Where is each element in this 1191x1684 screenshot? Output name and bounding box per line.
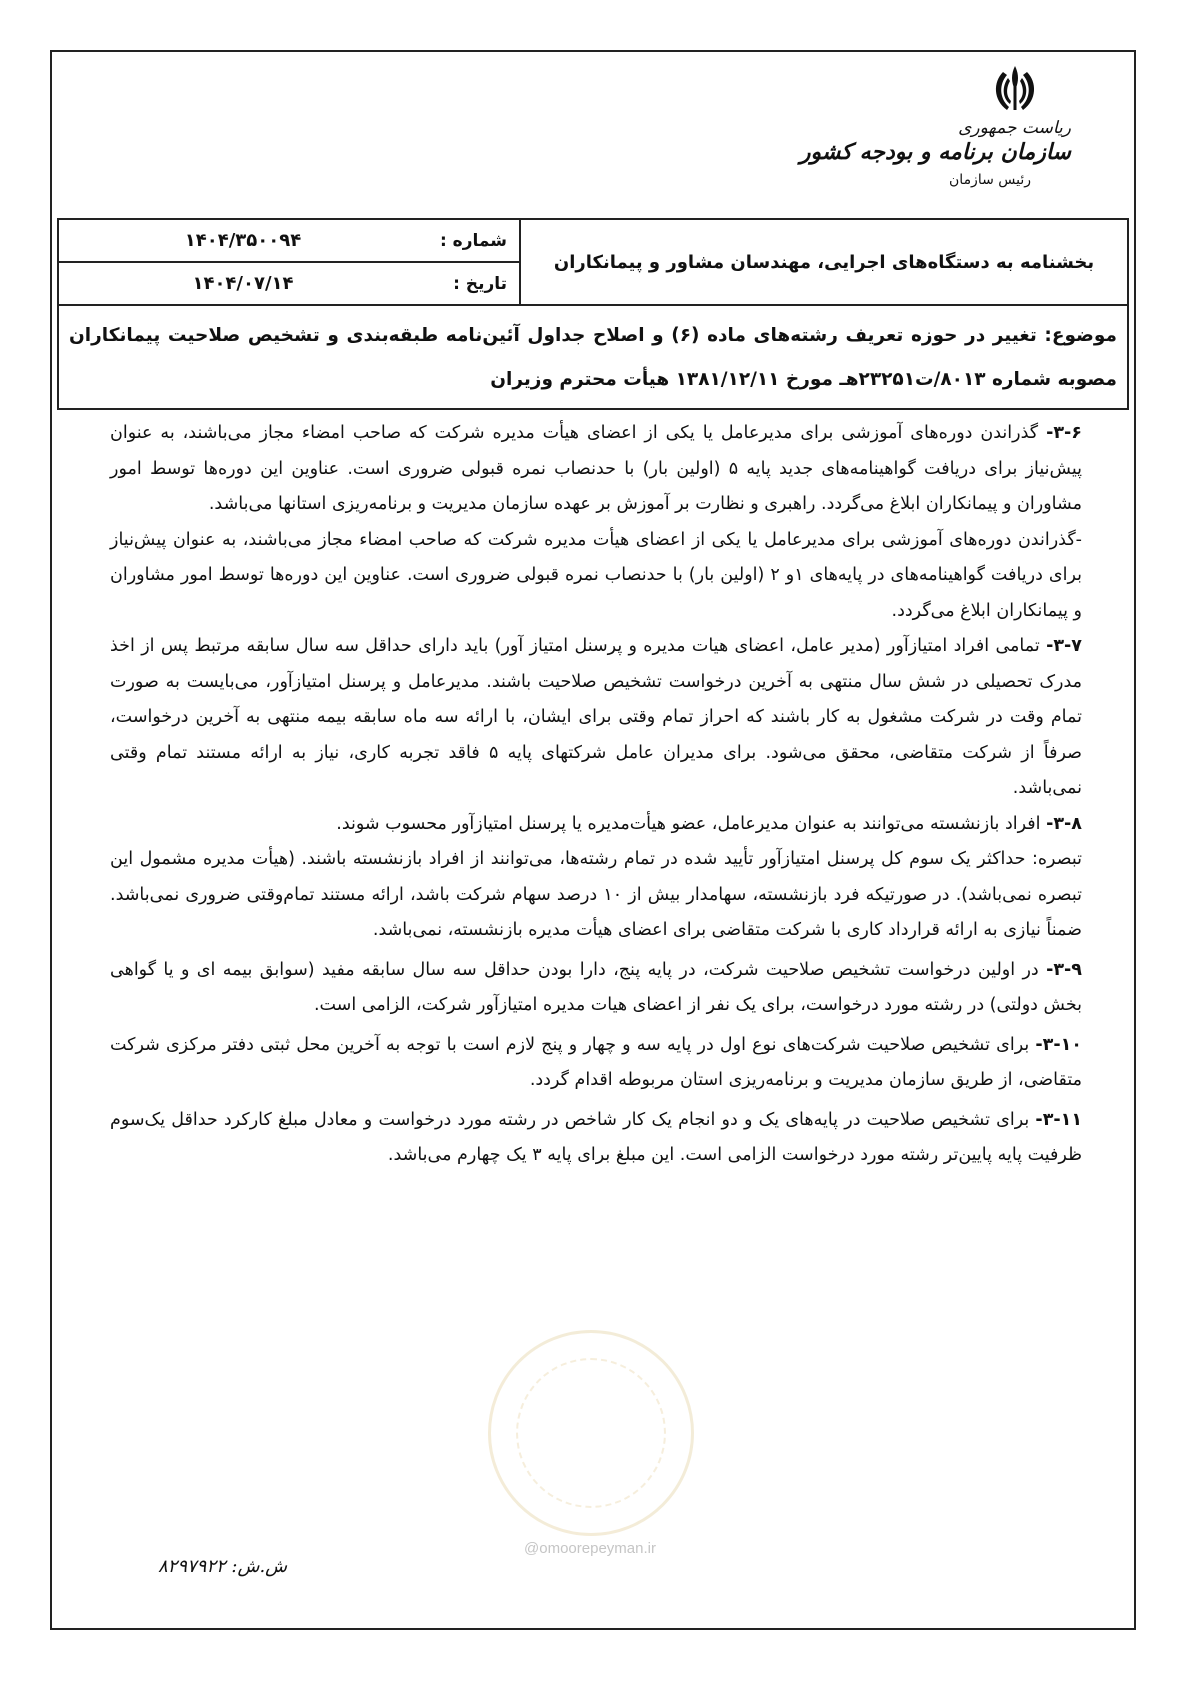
document-body — [110, 416, 1082, 1174]
header-table — [57, 218, 1129, 306]
paragraph: -گذراندن دوره‌های آموزشی برای مدیرعامل یا یکی از اعضای هیأت مدیره شرکت که صاحب امضاء مجاز می‌باشند، به عنوان پیش‌نیاز برای دریافت گواهینامه‌های در پایه‌های ۱و ۲ (اولین بار) با حدنصاب نمره قبولی ضروری است. عناوین این دوره‌ها توسط امور مشاوران و پیمانکاران ابلاغ می‌گردد. — [110, 529, 1083, 621]
clause-number: ۳-۹- — [1046, 959, 1082, 980]
paragraph: ۳-۱۱- برای تشخیص صلاحیت در پایه‌های یک و دو انجام یک کار شاخص در رشته مورد درخواست و معادل مبلغ کارکرد حداقل یک‌سوم ظرفیت پایه پایین‌تر رشته مورد درخواست الزامی است. این مبلغ برای پایه ۳ یک چهارم می‌باشد. — [110, 1109, 1082, 1165]
date-row — [59, 263, 519, 304]
clause-number: ۳-۱۰- — [1035, 1034, 1082, 1055]
watermark-seal — [488, 1330, 694, 1536]
clause-number: ۳-۸- — [1046, 813, 1082, 834]
paragraph: ۳-۶- گذراندن دوره‌های آموزشی برای مدیرعامل یا یکی از اعضای هیأت مدیره شرکت که صاحب امضاء مجاز می‌باشند، به عنوان پیش‌نیاز برای دریافت گواهینامه‌های جدید پایه ۵ (اولین بار) با حدنصاب نمره قبولی ضروری است. عناوین این دوره‌ها توسط امور مشاوران و پیمانکاران ابلاغ می‌گردد. راهبری و نظارت بر آموزش بر عهده سازمان مدیریت و برنامه‌ریزی استانها می‌باشد. — [110, 423, 1082, 514]
date-label: تاریخ : — [453, 273, 507, 294]
paragraph: ۳-۸- افراد بازنشسته می‌توانند به عنوان مدیرعامل، عضو هیأت‌مدیره یا پرسنل امتیازآور محسوب شوند. — [336, 813, 1082, 834]
number-label: شماره : — [439, 230, 507, 251]
org-line-presidency: ریاست جمهوری — [958, 118, 1071, 138]
number-date-block — [59, 220, 519, 304]
clause-number: ۳-۷- — [1046, 636, 1082, 656]
paragraph: ۳-۹- در اولین درخواست تشخیص صلاحیت شرکت، در پایه پنج، دارا بودن حداقل سه سال سابقه مفید (سوابق بیمه ای و یا گواهی بخش دولتی) در رشته مورد درخواست، برای یک نفر از اعضای هیات مدیره امتیازآور شرکت، الزامی است. — [110, 959, 1082, 1015]
iran-emblem-icon — [985, 60, 1045, 120]
subject-label: موضوع: — [1044, 325, 1117, 346]
org-line-head: رئیس سازمان — [949, 172, 1031, 188]
org-line-ministry: سازمان برنامه و بودجه کشور — [799, 139, 1071, 165]
footer-reference: ش.ش: ۸۲۹۷۹۲۲ — [158, 1556, 288, 1577]
number-value: ۱۴۰۴/۳۵۰۰۹۴ — [184, 230, 302, 251]
subject-box — [57, 306, 1129, 410]
subject-text: تغییر در حوزه تعریف رشته‌های ماده (۶) و اصلاح جداول آئین‌نامه طبقه‌بندی و تشخیص صلاحیت پیمانکاران مصوبه شماره ۸۰۱۳/ت۲۳۲۵۱هـ مورخ ۱۳۸۱/۱۲/۱۱ هیأت محترم وزیران — [69, 325, 1117, 390]
paragraph: ۳-۷- تمامی افراد امتیازآور (مدیر عامل، اعضای هیات مدیره و پرسنل امتیاز آور) باید دارای حداقل سه سال سابقه مرتبط پس از اخذ مدرک تحصیلی در شش سال منتهی به آخرین درخواست تشخیص صلاحیت باشند. مدیرعامل و پرسنل امتیازآور، می‌بایست به صورت تمام وقت در شرکت مشغول به کار باشند که احراز تمام وقتی برای ایشان، با ارائه سه ماه سابقه بیمه منتهی به آخرین درخواست، صرفاً از شرکت متقاضی، محقق می‌شود. برای مدیران عامل شرکتهای پایه ۵ فاقد تجربه کاری، نیاز به ارائه مستند تمام وقتی نمی‌باشد. — [110, 636, 1082, 798]
date-value: ۱۴۰۴/۰۷/۱۴ — [192, 273, 294, 294]
recipients: بخشنامه به دستگاه‌های اجرایی، مهندسان مشاور و پیمانکاران — [519, 220, 1127, 304]
watermark-text: @omoorepeyman.ir — [524, 1540, 656, 1557]
organization-block — [800, 118, 1071, 188]
clause-number: ۳-۶- — [1046, 423, 1082, 443]
note-paragraph: تبصره: حداکثر یک سوم کل پرسنل امتیازآور تأیید شده در تمام رشته‌ها، می‌توانند از افراد بازنشسته باشند. (هیأت مدیره مشمول این تبصره نمی‌باشد). در صورتیکه فرد بازنشسته، سهامدار بیش از ۱۰ درصد سهام شرکت باشد، ارائه مستند تمام‌وقتی ضروری نمی‌باشد. ضمناً نیازی به ارائه قرارداد کاری با شرکت متقاضی برای اعضای هیأت مدیره بازنشسته، نمی‌باشد. — [110, 849, 1083, 940]
number-row — [59, 220, 519, 263]
paragraph: ۳-۱۰- برای تشخیص صلاحیت شرکت‌های نوع اول در پایه سه و چهار و پنج لازم است با توجه به آخرین محل ثبتی دفتر مرکزی شرکت متقاضی، از طریق سازمان مدیریت و برنامه‌ریزی استان مربوطه اقدام گردد. — [110, 1034, 1082, 1090]
clause-number: ۳-۱۱- — [1035, 1109, 1082, 1130]
